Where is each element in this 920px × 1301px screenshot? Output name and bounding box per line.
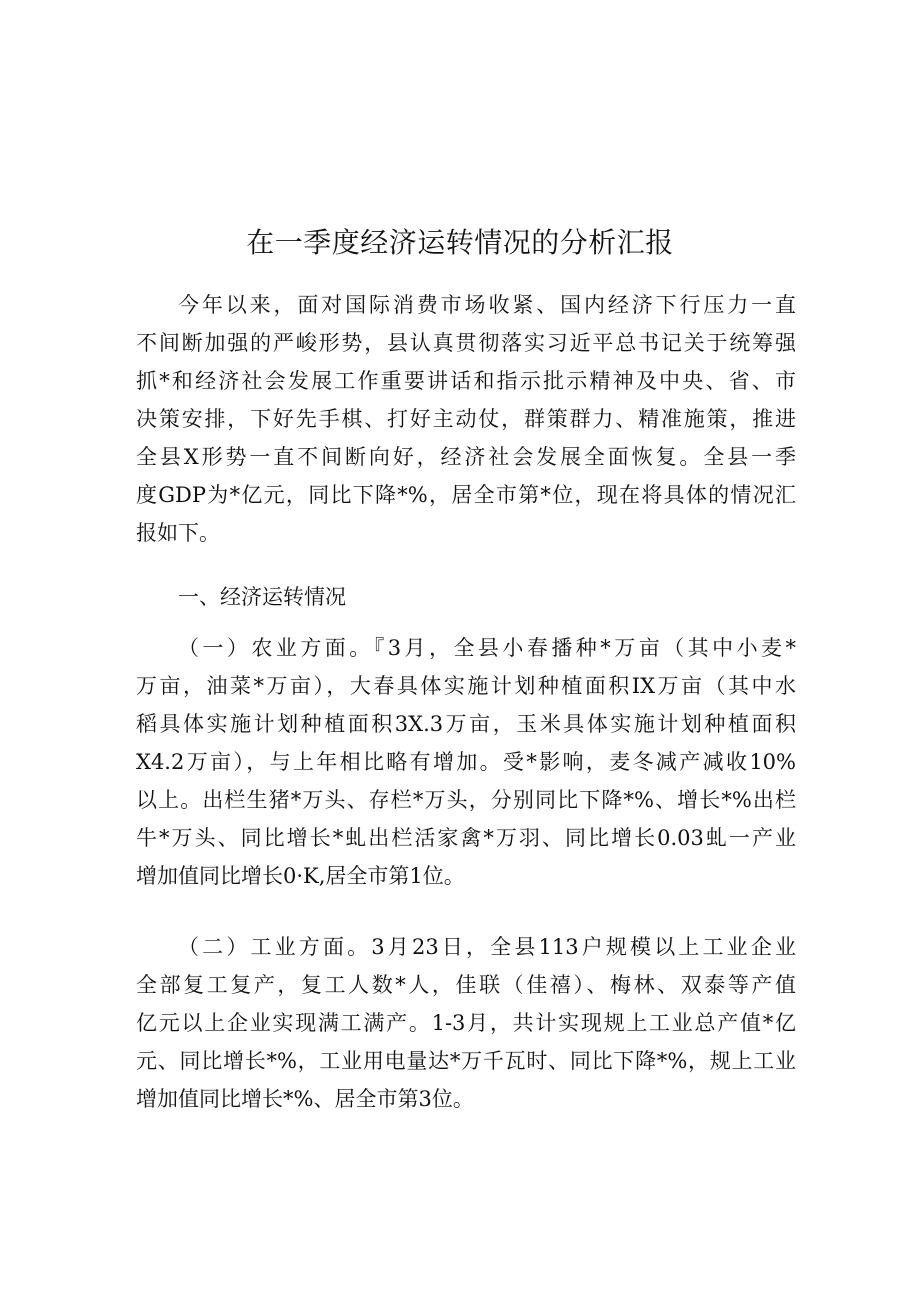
- paragraph-line: 抓*和经济社会发展工作重要讲话和指示批示精神及中央、省、市: [136, 369, 796, 393]
- paragraph-line: 以上。出栏生猪*万头、存栏*万头，分别同比下降*%、增长*%出栏: [136, 788, 796, 812]
- paragraph-line: 全部复工复产，复工人数*人，佳联（佳禧）、梅林、双泰等产值: [136, 973, 796, 997]
- paragraph-line: 牛*万头、同比增长*虬出栏活家禽*万羽、同比增长0.03虬一产业: [136, 826, 796, 850]
- paragraph-line: 决策安排，下好先手棋、打好主动仗，群策群力、精准施策，推进: [136, 407, 796, 431]
- paragraph-line: 增加值同比增长*%、居全市第3位。: [136, 1087, 474, 1111]
- paragraph-line: 增加值同比增长0·K,居全市第1位。: [136, 864, 465, 888]
- paragraph-line: 万亩，油菜*万亩），大春具体实施计划种植面积IX万亩（其中水: [136, 674, 796, 698]
- paragraph-line: 稻具体实施计划种植面积3X.3万亩，玉米具体实施计划种植面积: [136, 712, 796, 736]
- paragraph-line: 报如下。: [136, 521, 220, 545]
- paragraph-line: 全县X形势一直不间断向好，经济社会发展全面恢复。全县一季: [136, 445, 796, 469]
- paragraph-line: 元、同比增长*%，工业用电量达*万千瓦时、同比下降*%，规上工业: [136, 1049, 796, 1073]
- paragraph-line: X4.2万亩），与上年相比略有增加。受*影响，麦冬减产减收10%: [136, 750, 796, 774]
- paragraph-line: 度GDP为*亿元，同比下降*%，居全市第*位，现在将具体的情况汇: [136, 483, 796, 507]
- paragraph-line: 今年以来，面对国际消费市场收紧、国内经济下行压力一直: [178, 293, 796, 317]
- paragraph-line: （二）工业方面。3月23日，全县113户规模以上工业企业: [178, 935, 796, 959]
- section-heading: 一、经济运转情况: [178, 585, 346, 609]
- paragraph-line: 亿元以上企业实现满工满产。1-3月，共计实现规上工业总产值*亿: [136, 1011, 796, 1035]
- paragraph-line: （一）农业方面。『3月，全县小春播种*万亩（其中小麦*: [178, 636, 796, 660]
- document-title: 在一季度经济运转情况的分析汇报: [246, 226, 674, 259]
- paragraph-line: 不间断加强的严峻形势，县认真贯彻落实习近平总书记关于统筹强: [136, 331, 796, 355]
